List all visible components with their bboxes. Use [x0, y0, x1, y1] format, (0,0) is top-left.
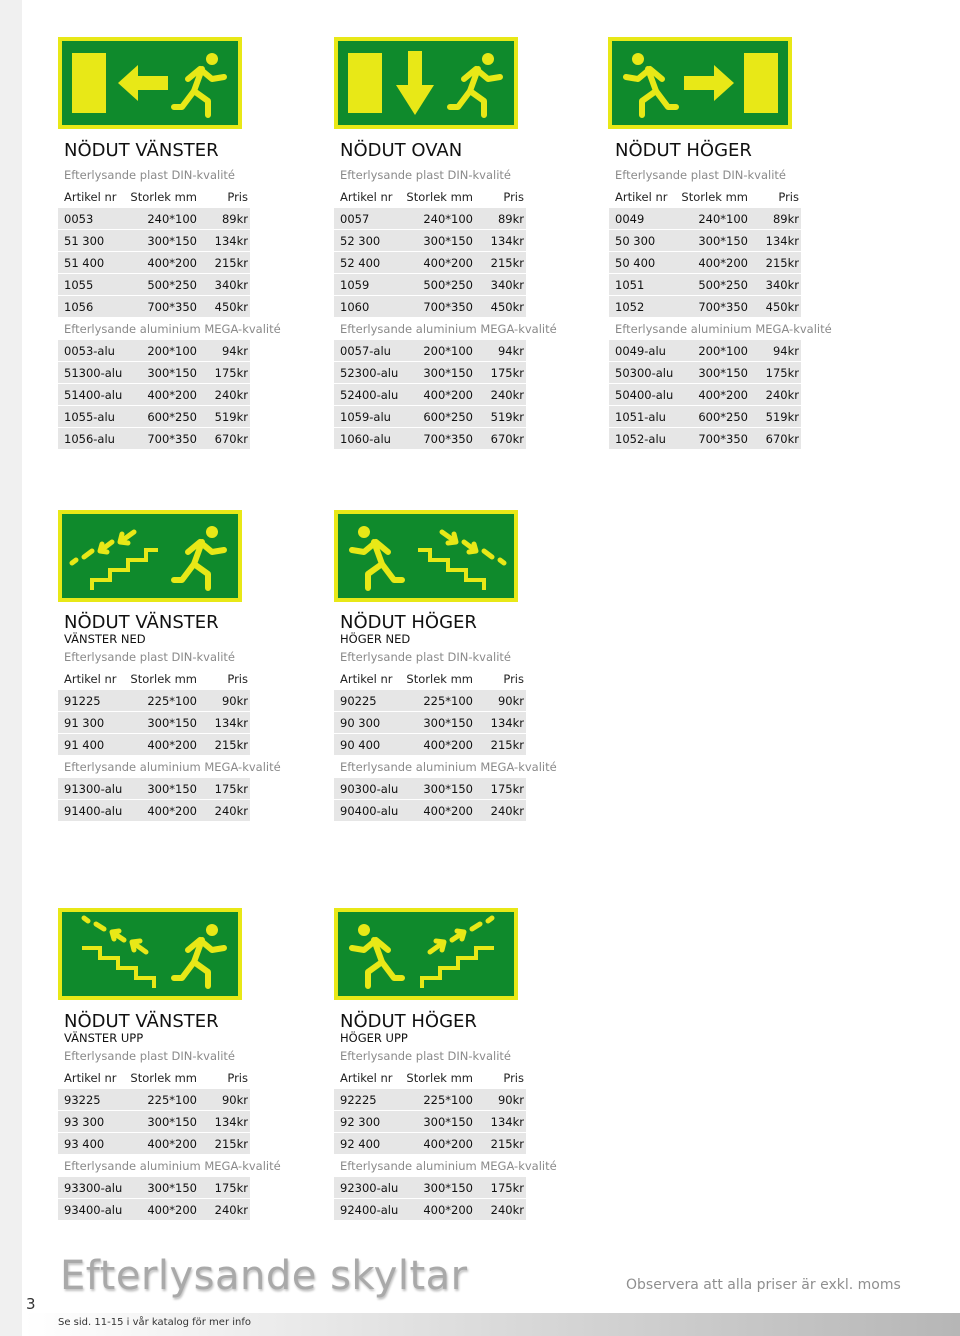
cell-storlek: 700*350: [147, 432, 197, 446]
cell-storlek: 240*100: [147, 212, 197, 226]
cell-storlek: 300*150: [147, 716, 197, 730]
header-pris: Pris: [778, 190, 799, 204]
cell-artikel: 92400-alu: [340, 1203, 399, 1217]
stairs-right-down-icon: [334, 510, 518, 602]
cell-pris: 134kr: [214, 716, 248, 730]
table-row: [58, 362, 250, 384]
table-row: [609, 252, 801, 274]
header-pris: Pris: [227, 672, 248, 686]
block-subtitle: VÄNSTER UPP: [64, 1031, 144, 1045]
cell-artikel: 1055-alu: [64, 410, 115, 424]
table-header: [609, 186, 801, 208]
cell-pris: 90kr: [497, 1093, 524, 1107]
table-row: [334, 274, 526, 296]
cell-pris: 134kr: [490, 1115, 524, 1129]
table-row: [58, 1111, 250, 1133]
cell-artikel: 90 300: [340, 716, 381, 730]
table-row: [334, 1089, 526, 1111]
cell-storlek: 700*350: [423, 432, 473, 446]
block-title: NÖDUT VÄNSTER: [64, 140, 219, 161]
cell-storlek: 600*250: [698, 410, 748, 424]
cell-pris: 134kr: [214, 234, 248, 248]
cell-storlek: 700*350: [147, 300, 197, 314]
cell-artikel: 91 400: [64, 738, 105, 752]
stairs-left-down-icon: [58, 510, 242, 602]
section-label-alu: Efterlysande aluminium MEGA-kvalité: [64, 322, 281, 336]
cell-pris: 175kr: [214, 366, 248, 380]
stairs-left-up-icon: [58, 908, 242, 1000]
cell-artikel: 52 400: [340, 256, 381, 270]
header-artikel: Artikel nr: [340, 1071, 393, 1085]
product-block-vanster-ned: [58, 610, 281, 822]
block-title: NÖDUT VÄNSTER: [64, 612, 219, 633]
cell-storlek: 240*100: [698, 212, 748, 226]
table-header: [58, 1067, 250, 1089]
cell-artikel: 90300-alu: [340, 782, 399, 796]
cell-pris: 94kr: [221, 344, 248, 358]
price-note: Observera att alla priser är exkl. moms: [626, 1277, 901, 1293]
cell-storlek: 700*350: [698, 432, 748, 446]
cell-pris: 175kr: [765, 366, 799, 380]
cell-storlek: 400*200: [423, 388, 473, 402]
cell-artikel: 90225: [340, 694, 377, 708]
cell-artikel: 93400-alu: [64, 1203, 123, 1217]
table-row: [609, 384, 801, 406]
table-row: [334, 208, 526, 230]
cell-pris: 215kr: [214, 738, 248, 752]
header-pris: Pris: [227, 1071, 248, 1085]
block-title: NÖDUT VÄNSTER: [64, 1011, 219, 1032]
cell-artikel: 1052: [615, 300, 645, 314]
cell-storlek: 700*350: [698, 300, 748, 314]
cell-pris: 215kr: [490, 738, 524, 752]
cell-pris: 450kr: [765, 300, 799, 314]
table-header: [334, 1067, 526, 1089]
product-block-hoger-upp: [334, 1009, 557, 1221]
header-artikel: Artikel nr: [340, 672, 393, 686]
cell-storlek: 300*150: [147, 366, 197, 380]
cell-storlek: 300*150: [423, 366, 473, 380]
table-header: [58, 186, 250, 208]
table-row: [58, 690, 250, 712]
cell-storlek: 400*200: [147, 388, 197, 402]
cell-pris: 94kr: [772, 344, 799, 358]
cell-pris: 175kr: [490, 1181, 524, 1195]
cell-storlek: 300*150: [423, 716, 473, 730]
header-artikel: Artikel nr: [64, 190, 117, 204]
cell-artikel: 50300-alu: [615, 366, 674, 380]
table-row: [334, 712, 526, 734]
cell-storlek: 200*100: [147, 344, 197, 358]
cell-storlek: 240*100: [423, 212, 473, 226]
cell-pris: 89kr: [772, 212, 799, 226]
table-row: [609, 296, 801, 318]
table-row: [609, 230, 801, 252]
catalog-note: Se sid. 11-15 i vår katalog för mer info: [58, 1317, 251, 1328]
cell-pris: 240kr: [490, 804, 524, 818]
product-block-nodut-hoger: [609, 138, 832, 450]
table-row: [334, 800, 526, 822]
cell-storlek: 225*100: [423, 694, 473, 708]
header-artikel: Artikel nr: [64, 672, 117, 686]
cell-artikel: 92 300: [340, 1115, 381, 1129]
cell-pris: 134kr: [490, 716, 524, 730]
exit-down-arrow-icon: [334, 37, 518, 129]
table-row: [58, 274, 250, 296]
table-row: [58, 230, 250, 252]
cell-artikel: 52300-alu: [340, 366, 399, 380]
section-label-alu: Efterlysande aluminium MEGA-kvalité: [64, 1159, 281, 1173]
cell-artikel: 1051-alu: [615, 410, 666, 424]
cell-storlek: 600*250: [147, 410, 197, 424]
cell-pris: 94kr: [497, 344, 524, 358]
cell-pris: 89kr: [221, 212, 248, 226]
cell-artikel: 1060-alu: [340, 432, 391, 446]
table-row: [334, 1111, 526, 1133]
table-row: [58, 1089, 250, 1111]
block-title: NÖDUT HÖGER: [615, 140, 752, 161]
cell-artikel: 91 300: [64, 716, 105, 730]
cell-artikel: 90 400: [340, 738, 381, 752]
cell-pris: 240kr: [214, 1203, 248, 1217]
cell-pris: 240kr: [214, 388, 248, 402]
header-storlek: Storlek mm: [681, 190, 748, 204]
table-row: [58, 296, 250, 318]
cell-storlek: 400*200: [423, 804, 473, 818]
header-storlek: Storlek mm: [406, 672, 473, 686]
table-row: [334, 362, 526, 384]
table-row: [609, 208, 801, 230]
section-label-plast: Efterlysande plast DIN-kvalité: [64, 168, 235, 182]
cell-storlek: 400*200: [423, 256, 473, 270]
cell-pris: 215kr: [765, 256, 799, 270]
cell-pris: 450kr: [490, 300, 524, 314]
section-label-plast: Efterlysande plast DIN-kvalité: [340, 650, 511, 664]
cell-storlek: 225*100: [147, 694, 197, 708]
header-pris: Pris: [503, 672, 524, 686]
header-artikel: Artikel nr: [64, 1071, 117, 1085]
cell-artikel: 0053-alu: [64, 344, 115, 358]
cell-storlek: 300*150: [423, 234, 473, 248]
cell-artikel: 51 300: [64, 234, 105, 248]
table-row: [334, 230, 526, 252]
cell-pris: 134kr: [765, 234, 799, 248]
cell-pris: 90kr: [497, 694, 524, 708]
table-row: [334, 340, 526, 362]
cell-storlek: 400*200: [147, 804, 197, 818]
cell-artikel: 1055: [64, 278, 94, 292]
cell-storlek: 300*150: [423, 1181, 473, 1195]
table-row: [58, 1133, 250, 1155]
exit-left-arrow-icon: [58, 37, 242, 129]
cell-artikel: 51300-alu: [64, 366, 123, 380]
cell-storlek: 300*150: [147, 1181, 197, 1195]
header-storlek: Storlek mm: [130, 190, 197, 204]
cell-artikel: 0053: [64, 212, 94, 226]
block-subtitle: HÖGER NED: [340, 632, 411, 646]
cell-storlek: 600*250: [423, 410, 473, 424]
cell-pris: 670kr: [490, 432, 524, 446]
header-artikel: Artikel nr: [340, 190, 393, 204]
cell-pris: 240kr: [765, 388, 799, 402]
cell-storlek: 225*100: [147, 1093, 197, 1107]
cell-storlek: 400*200: [698, 256, 748, 270]
cell-artikel: 50400-alu: [615, 388, 674, 402]
table-row: [334, 690, 526, 712]
cell-artikel: 1060: [340, 300, 370, 314]
cell-pris: 240kr: [490, 1203, 524, 1217]
product-block-vanster-upp: [58, 1009, 281, 1221]
cell-pris: 89kr: [497, 212, 524, 226]
cell-pris: 175kr: [214, 782, 248, 796]
table-row: [58, 734, 250, 756]
section-label-alu: Efterlysande aluminium MEGA-kvalité: [64, 760, 281, 774]
cell-artikel: 92 400: [340, 1137, 381, 1151]
block-title: NÖDUT OVAN: [340, 140, 463, 161]
table-row: [334, 1177, 526, 1199]
table-row: [58, 428, 250, 450]
section-label-plast: Efterlysande plast DIN-kvalité: [615, 168, 786, 182]
cell-storlek: 300*150: [423, 782, 473, 796]
cell-storlek: 400*200: [423, 738, 473, 752]
cell-artikel: 93225: [64, 1093, 101, 1107]
table-row: [334, 384, 526, 406]
cell-storlek: 200*100: [698, 344, 748, 358]
table-row: [58, 208, 250, 230]
cell-pris: 240kr: [490, 388, 524, 402]
exit-right-arrow-icon: [608, 37, 792, 129]
header-pris: Pris: [503, 1071, 524, 1085]
cell-artikel: 91300-alu: [64, 782, 123, 796]
table-row: [58, 1177, 250, 1199]
cell-storlek: 200*100: [423, 344, 473, 358]
stairs-right-up-icon: [334, 908, 518, 1000]
cell-artikel: 51 400: [64, 256, 105, 270]
table-row: [334, 1199, 526, 1221]
cell-storlek: 400*200: [423, 1137, 473, 1151]
table-row: [58, 252, 250, 274]
header-pris: Pris: [503, 190, 524, 204]
cell-storlek: 500*250: [698, 278, 748, 292]
cell-artikel: 92300-alu: [340, 1181, 399, 1195]
cell-pris: 519kr: [490, 410, 524, 424]
table-row: [58, 340, 250, 362]
table-header: [58, 668, 250, 690]
cell-storlek: 500*250: [423, 278, 473, 292]
cell-artikel: 1051: [615, 278, 645, 292]
cell-pris: 215kr: [214, 1137, 248, 1151]
cell-pris: 175kr: [490, 782, 524, 796]
table-row: [58, 712, 250, 734]
cell-pris: 670kr: [214, 432, 248, 446]
product-block-nodut-vanster: [58, 138, 281, 450]
table-row: [334, 296, 526, 318]
cell-pris: 519kr: [765, 410, 799, 424]
cell-storlek: 400*200: [147, 738, 197, 752]
header-pris: Pris: [227, 190, 248, 204]
section-label-plast: Efterlysande plast DIN-kvalité: [64, 650, 235, 664]
table-row: [609, 274, 801, 296]
cell-artikel: 51400-alu: [64, 388, 123, 402]
block-title: NÖDUT HÖGER: [340, 1011, 477, 1032]
cell-storlek: 300*150: [698, 366, 748, 380]
cell-artikel: 1059-alu: [340, 410, 391, 424]
cell-pris: 340kr: [765, 278, 799, 292]
left-margin-bar: [0, 0, 22, 1336]
cell-storlek: 300*150: [147, 234, 197, 248]
table-row: [58, 778, 250, 800]
cell-storlek: 225*100: [423, 1093, 473, 1107]
product-block-nodut-ovan: [334, 138, 557, 450]
cell-pris: 90kr: [221, 694, 248, 708]
cell-pris: 215kr: [214, 256, 248, 270]
cell-pris: 134kr: [490, 234, 524, 248]
cell-pris: 215kr: [490, 1137, 524, 1151]
table-row: [58, 1199, 250, 1221]
table-row: [609, 362, 801, 384]
cell-pris: 215kr: [490, 256, 524, 270]
block-subtitle: HÖGER UPP: [340, 1031, 408, 1045]
table-header: [334, 186, 526, 208]
cell-artikel: 1056: [64, 300, 94, 314]
cell-artikel: 52 300: [340, 234, 381, 248]
product-block-hoger-ned: [334, 610, 557, 822]
header-storlek: Storlek mm: [130, 1071, 197, 1085]
cell-artikel: 0049-alu: [615, 344, 666, 358]
cell-pris: 519kr: [214, 410, 248, 424]
table-header: [334, 668, 526, 690]
header-storlek: Storlek mm: [130, 672, 197, 686]
cell-artikel: 1052-alu: [615, 432, 666, 446]
cell-artikel: 93 300: [64, 1115, 105, 1129]
cell-storlek: 300*150: [698, 234, 748, 248]
cell-storlek: 300*150: [147, 1115, 197, 1129]
section-label-plast: Efterlysande plast DIN-kvalité: [340, 168, 511, 182]
page-footer-title: Efterlysande skyltar: [60, 1253, 468, 1299]
table-row: [609, 340, 801, 362]
table-row: [609, 406, 801, 428]
block-subtitle: VÄNSTER NED: [64, 632, 146, 646]
header-storlek: Storlek mm: [406, 1071, 473, 1085]
cell-storlek: 400*200: [698, 388, 748, 402]
table-row: [334, 252, 526, 274]
cell-artikel: 50 400: [615, 256, 656, 270]
block-title: NÖDUT HÖGER: [340, 612, 477, 633]
section-label-plast: Efterlysande plast DIN-kvalité: [340, 1049, 511, 1063]
cell-artikel: 90400-alu: [340, 804, 399, 818]
cell-pris: 340kr: [490, 278, 524, 292]
cell-artikel: 50 300: [615, 234, 656, 248]
header-storlek: Storlek mm: [406, 190, 473, 204]
cell-storlek: 500*250: [147, 278, 197, 292]
cell-storlek: 400*200: [147, 256, 197, 270]
table-row: [58, 406, 250, 428]
cell-artikel: 52400-alu: [340, 388, 399, 402]
header-artikel: Artikel nr: [615, 190, 668, 204]
cell-artikel: 91400-alu: [64, 804, 123, 818]
cell-pris: 670kr: [765, 432, 799, 446]
section-label-alu: Efterlysande aluminium MEGA-kvalité: [340, 1159, 557, 1173]
cell-pris: 175kr: [490, 366, 524, 380]
table-row: [334, 406, 526, 428]
cell-artikel: 0057: [340, 212, 370, 226]
cell-pris: 134kr: [214, 1115, 248, 1129]
section-label-alu: Efterlysande aluminium MEGA-kvalité: [340, 322, 557, 336]
cell-pris: 240kr: [214, 804, 248, 818]
cell-artikel: 93 400: [64, 1137, 105, 1151]
table-row: [334, 428, 526, 450]
cell-artikel: 1059: [340, 278, 370, 292]
cell-storlek: 400*200: [423, 1203, 473, 1217]
cell-pris: 90kr: [221, 1093, 248, 1107]
section-label-plast: Efterlysande plast DIN-kvalité: [64, 1049, 235, 1063]
cell-artikel: 1056-alu: [64, 432, 115, 446]
cell-pris: 175kr: [214, 1181, 248, 1195]
cell-artikel: 0049: [615, 212, 645, 226]
cell-artikel: 91225: [64, 694, 101, 708]
section-label-alu: Efterlysande aluminium MEGA-kvalité: [615, 322, 832, 336]
cell-storlek: 700*350: [423, 300, 473, 314]
table-row: [58, 800, 250, 822]
table-row: [609, 428, 801, 450]
table-row: [334, 734, 526, 756]
cell-artikel: 93300-alu: [64, 1181, 123, 1195]
page-number: 3: [26, 1295, 36, 1313]
table-row: [334, 1133, 526, 1155]
cell-storlek: 400*200: [147, 1137, 197, 1151]
cell-artikel: 92225: [340, 1093, 377, 1107]
cell-artikel: 0057-alu: [340, 344, 391, 358]
cell-pris: 340kr: [214, 278, 248, 292]
table-row: [58, 384, 250, 406]
cell-storlek: 300*150: [147, 782, 197, 796]
cell-storlek: 300*150: [423, 1115, 473, 1129]
table-row: [334, 778, 526, 800]
cell-pris: 450kr: [214, 300, 248, 314]
section-label-alu: Efterlysande aluminium MEGA-kvalité: [340, 760, 557, 774]
cell-storlek: 400*200: [147, 1203, 197, 1217]
